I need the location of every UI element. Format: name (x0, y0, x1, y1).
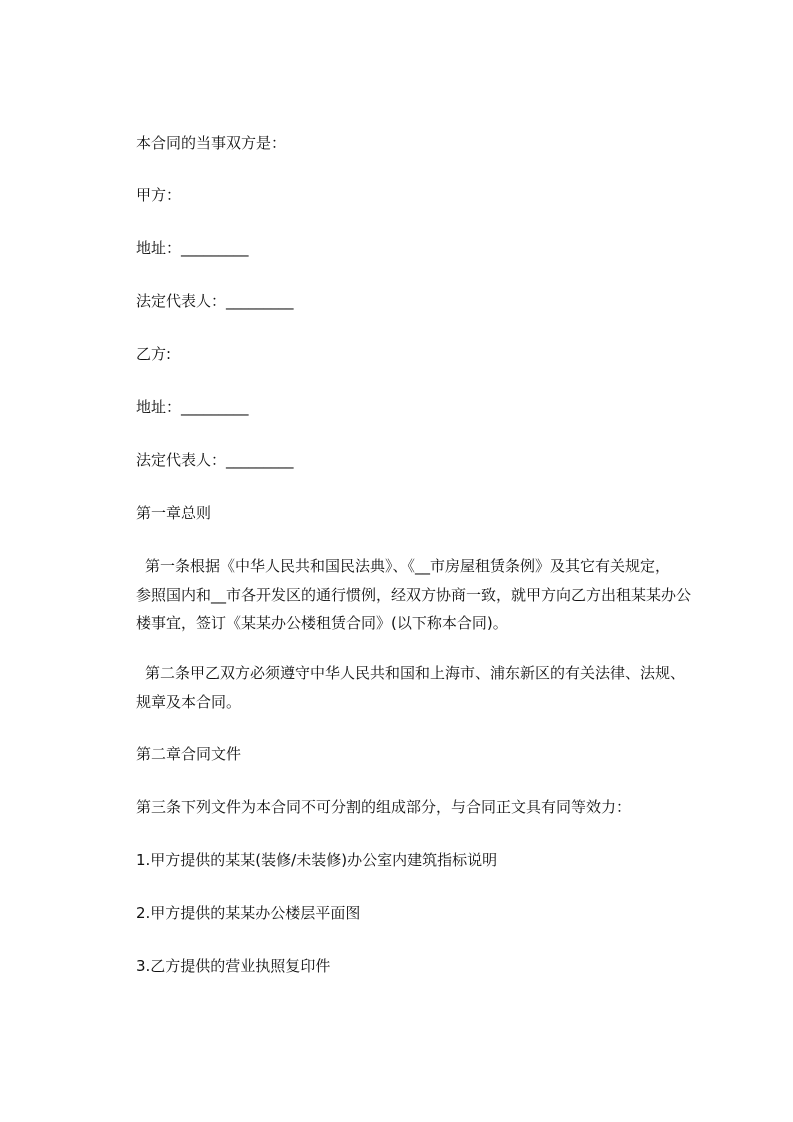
article-2-line-2: 规章及本合同。 (136, 693, 242, 711)
party-b-representative: 法定代表人：_________ (136, 451, 294, 469)
parties-intro: 本合同的当事双方是： (136, 134, 287, 152)
chapter-1-heading: 第一章总则 (136, 504, 212, 522)
party-a-label: 甲方： (136, 186, 182, 204)
list-item-3: 3.乙方提供的营业执照复印件 (136, 957, 331, 975)
article-1-line-2: 参照国内和__市各开发区的通行惯例，经双方协商一致，就甲方向乙方出租某某办公 (136, 586, 692, 604)
party-b-address: 地址：_________ (136, 398, 249, 416)
article-1-line-1: 第一条根据《中华人民共和国民法典》、《__市房屋租赁条例》及其它有关规定， (145, 557, 671, 575)
article-2-line-1: 第二条甲乙双方必须遵守中华人民共和国和上海市、浦东新区的有关法律、法规、 (145, 664, 686, 682)
party-a-representative: 法定代表人：_________ (136, 292, 294, 310)
list-item-2: 2.甲方提供的某某办公楼层平面图 (136, 904, 361, 922)
party-a-address: 地址：_________ (136, 239, 249, 257)
article-1-line-3: 楼事宜，签订《某某办公楼租赁合同》(以下称本合同)。 (136, 614, 508, 632)
party-b-label: 乙方: (136, 345, 172, 363)
list-item-1: 1.甲方提供的某某(装修/未装修)办公室内建筑指标说明 (136, 851, 498, 869)
article-3: 第三条下列文件为本合同不可分割的组成部分，与合同正文具有同等效力： (136, 798, 632, 816)
chapter-2-heading: 第二章合同文件 (136, 745, 242, 763)
